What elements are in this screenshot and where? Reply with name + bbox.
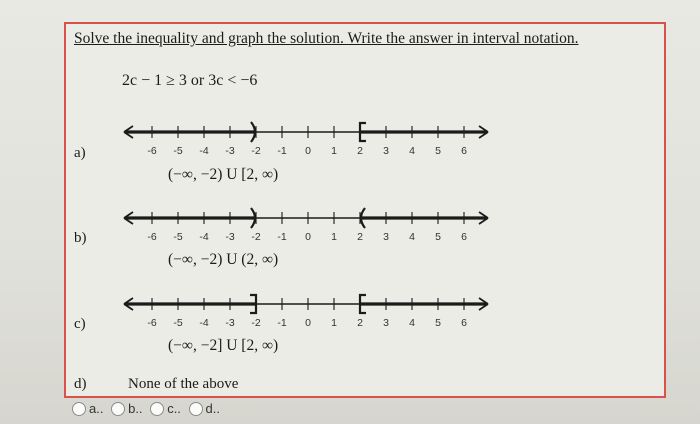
- choice-a-label: a..: [89, 401, 104, 416]
- tick-label: -1: [277, 231, 287, 243]
- tick-label: 6: [461, 231, 467, 243]
- tick-label: 5: [435, 145, 441, 157]
- number-line-c: [112, 290, 502, 340]
- option-b-letter: b): [74, 230, 87, 246]
- tick-label: -5: [173, 317, 183, 329]
- radio-b[interactable]: [111, 402, 125, 416]
- tick-label: 0: [305, 145, 311, 157]
- tick-label: -6: [147, 317, 157, 329]
- choice-d-label: d..: [205, 401, 221, 416]
- tick-label: 4: [409, 231, 415, 243]
- inequality: 2c − 1 ≥ 3 or 3c < −6: [122, 72, 258, 89]
- radio-c[interactable]: [150, 402, 164, 416]
- option-a-interval: (−∞, −2) U [2, ∞): [168, 166, 279, 183]
- tick-label: -4: [199, 145, 209, 157]
- tick-label: 4: [409, 317, 415, 329]
- tick-label: 5: [435, 231, 441, 243]
- tick-label: -4: [199, 231, 209, 243]
- option-c-letter: c): [74, 316, 86, 332]
- tick-label: 1: [331, 145, 337, 157]
- option-b-interval: (−∞, −2) U (2, ∞): [168, 251, 279, 268]
- tick-label: 2: [357, 145, 363, 157]
- choice-c[interactable]: [150, 401, 181, 416]
- tick-label: -5: [173, 145, 183, 157]
- tick-label: -3: [225, 231, 235, 243]
- tick-label: 6: [461, 145, 467, 157]
- choice-c-label: c..: [167, 401, 181, 416]
- tick-label: 6: [461, 317, 467, 329]
- tick-label: -1: [277, 317, 287, 329]
- tick-label: 3: [383, 231, 389, 243]
- option-d-text: None of the above: [128, 376, 239, 392]
- tick-label: -6: [147, 231, 157, 243]
- tick-label: -2: [251, 231, 261, 243]
- tick-label: -3: [225, 317, 235, 329]
- tick-label: 0: [305, 317, 311, 329]
- tick-label: -2: [251, 317, 261, 329]
- tick-label: 5: [435, 317, 441, 329]
- tick-label: 1: [331, 317, 337, 329]
- tick-label: -5: [173, 231, 183, 243]
- number-line-b: [112, 204, 502, 254]
- radio-d[interactable]: [189, 402, 203, 416]
- tick-label: 4: [409, 145, 415, 157]
- tick-label: 1: [331, 231, 337, 243]
- tick-label: 2: [357, 231, 363, 243]
- tick-label: 3: [383, 317, 389, 329]
- tick-label: -4: [199, 317, 209, 329]
- tick-label: 0: [305, 231, 311, 243]
- option-c-interval: (−∞, −2] U [2, ∞): [168, 337, 279, 354]
- number-line-a: [112, 118, 502, 168]
- option-d-letter: d): [74, 376, 87, 392]
- tick-label: -1: [277, 145, 287, 157]
- tick-label: 3: [383, 145, 389, 157]
- question-title: Solve the inequality and graph the solution. Write the answer in interval notation.: [74, 30, 579, 47]
- tick-label: 2: [357, 317, 363, 329]
- choice-a[interactable]: [72, 401, 103, 416]
- choice-b-label: b..: [128, 401, 143, 416]
- choice-b[interactable]: [111, 401, 142, 416]
- tick-label: -3: [225, 145, 235, 157]
- answer-choices: [72, 401, 224, 421]
- choice-d[interactable]: [189, 401, 220, 416]
- tick-label: -6: [147, 145, 157, 157]
- radio-a[interactable]: [72, 402, 86, 416]
- option-a-letter: a): [74, 145, 86, 161]
- tick-label: -2: [251, 145, 261, 157]
